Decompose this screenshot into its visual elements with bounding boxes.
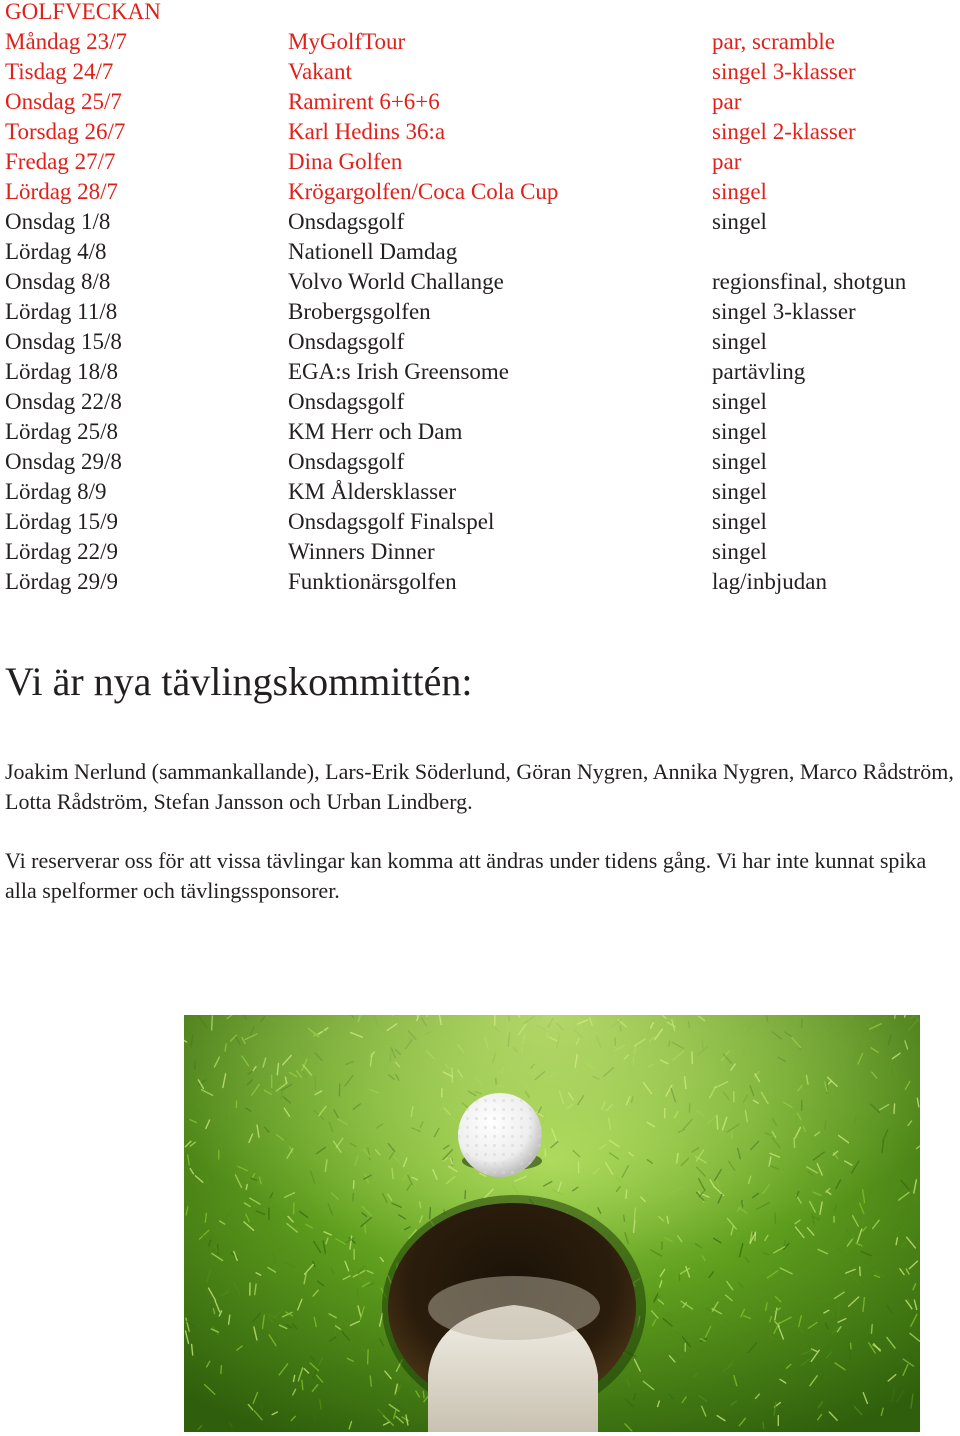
schedule-row [0, 417, 960, 447]
schedule-date: Tisdag 24/7 [5, 59, 114, 84]
schedule-date: Onsdag 8/8 [5, 269, 111, 294]
schedule-date: Lördag 22/9 [5, 539, 119, 564]
schedule-row [0, 147, 960, 177]
schedule-date: Lördag 8/9 [5, 479, 107, 504]
schedule-row [0, 27, 960, 57]
schedule-event: KM Herr och Dam [288, 419, 463, 444]
schedule-date: Lördag 11/8 [5, 299, 118, 324]
schedule-event: MyGolfTour [288, 29, 406, 54]
schedule-format: par [712, 149, 742, 174]
schedule-format: regionsfinal, shotgun [712, 269, 907, 294]
schedule-row [0, 327, 960, 357]
schedule-event: Krögargolfen/Coca Cola Cup [288, 179, 559, 204]
schedule-date: Lördag 18/8 [5, 359, 119, 384]
schedule-event: EGA:s Irish Greensome [288, 359, 510, 384]
schedule-row [0, 87, 960, 117]
schedule-format: singel 3-klasser [712, 299, 856, 324]
schedule-date: Onsdag 1/8 [5, 209, 111, 234]
schedule-event: Ramirent 6+6+6 [288, 89, 440, 114]
schedule-row [0, 357, 960, 387]
schedule-event: Onsdagsgolf [288, 449, 405, 474]
schedule-format: singel [712, 419, 767, 444]
schedule-row [0, 177, 960, 207]
schedule-event: Winners Dinner [288, 539, 435, 564]
schedule-date: Onsdag 29/8 [5, 449, 122, 474]
schedule-date: Lördag 28/7 [5, 179, 119, 204]
schedule-format: singel 3-klasser [712, 59, 856, 84]
schedule-format: singel [712, 509, 767, 534]
schedule-format: lag/inbjudan [712, 569, 827, 594]
schedule-date: Onsdag 22/8 [5, 389, 122, 414]
schedule-format: singel [712, 449, 767, 474]
schedule-row [0, 117, 960, 147]
schedule-event: Karl Hedins 36:a [288, 119, 446, 144]
schedule-format: singel [712, 179, 767, 204]
schedule-event: Volvo World Challange [288, 269, 504, 294]
schedule-format: singel [712, 329, 767, 354]
schedule-row [0, 297, 960, 327]
schedule-row [0, 537, 960, 567]
schedule-date: Onsdag 25/7 [5, 89, 122, 114]
schedule-format: singel [712, 209, 767, 234]
schedule-event: Onsdagsgolf Finalspel [288, 509, 495, 534]
schedule-format: par, scramble [712, 29, 835, 54]
competition-schedule [0, 27, 960, 597]
schedule-event: Funktionärsgolfen [288, 569, 457, 594]
schedule-event: Onsdagsgolf [288, 329, 405, 354]
golfveckan-heading: GOLFVECKAN [5, 0, 161, 24]
schedule-date: Fredag 27/7 [5, 149, 116, 174]
committee-members-paragraph: Joakim Nerlund (sammankallande), Lars-Erik Söderlund, Göran Nygren, Annika Nygren, Marco Rådström, Lotta Rådström, Stefan Jansson och Urban Lindberg. [5, 759, 954, 814]
schedule-event: Onsdagsgolf [288, 209, 405, 234]
schedule-row [0, 57, 960, 87]
schedule-format: singel [712, 539, 767, 564]
schedule-row [0, 567, 960, 597]
schedule-row [0, 387, 960, 417]
schedule-date: Lördag 25/8 [5, 419, 119, 444]
schedule-format: singel 2-klasser [712, 119, 856, 144]
golf-ball-photo [184, 1015, 920, 1432]
disclaimer-paragraph: Vi reserverar oss för att vissa tävlingar kan komma att ändras under tidens gång. Vi har inte kunnat spika alla spelformer och tävlingssponsorer. [5, 848, 927, 903]
schedule-event: Dina Golfen [288, 149, 403, 174]
schedule-row [0, 477, 960, 507]
schedule-row [0, 447, 960, 477]
schedule-event: Brobergsgolfen [288, 299, 431, 324]
schedule-date: Onsdag 15/8 [5, 329, 122, 354]
schedule-date: Lördag 4/8 [5, 239, 107, 264]
schedule-date: Måndag 23/7 [5, 29, 128, 54]
schedule-date: Lördag 15/9 [5, 509, 119, 534]
schedule-format: partävling [712, 359, 806, 384]
schedule-format: par [712, 89, 742, 114]
cup-rim [428, 1276, 600, 1340]
schedule-row [0, 507, 960, 537]
committee-heading: Vi är nya tävlingskommittén: [5, 659, 473, 704]
schedule-row [0, 207, 960, 237]
schedule-event: KM Åldersklasser [288, 479, 456, 504]
schedule-event: Onsdagsgolf [288, 389, 405, 414]
golf-ball-dimples [458, 1093, 542, 1177]
schedule-format: singel [712, 389, 767, 414]
schedule-event: Vakant [288, 59, 352, 84]
schedule-format: singel [712, 479, 767, 504]
schedule-date: Torsdag 26/7 [5, 119, 126, 144]
schedule-row [0, 237, 960, 267]
golf-ball-hole-illustration [184, 1015, 920, 1432]
schedule-event: Nationell Damdag [288, 239, 458, 264]
schedule-date: Lördag 29/9 [5, 569, 119, 594]
schedule-row [0, 267, 960, 297]
